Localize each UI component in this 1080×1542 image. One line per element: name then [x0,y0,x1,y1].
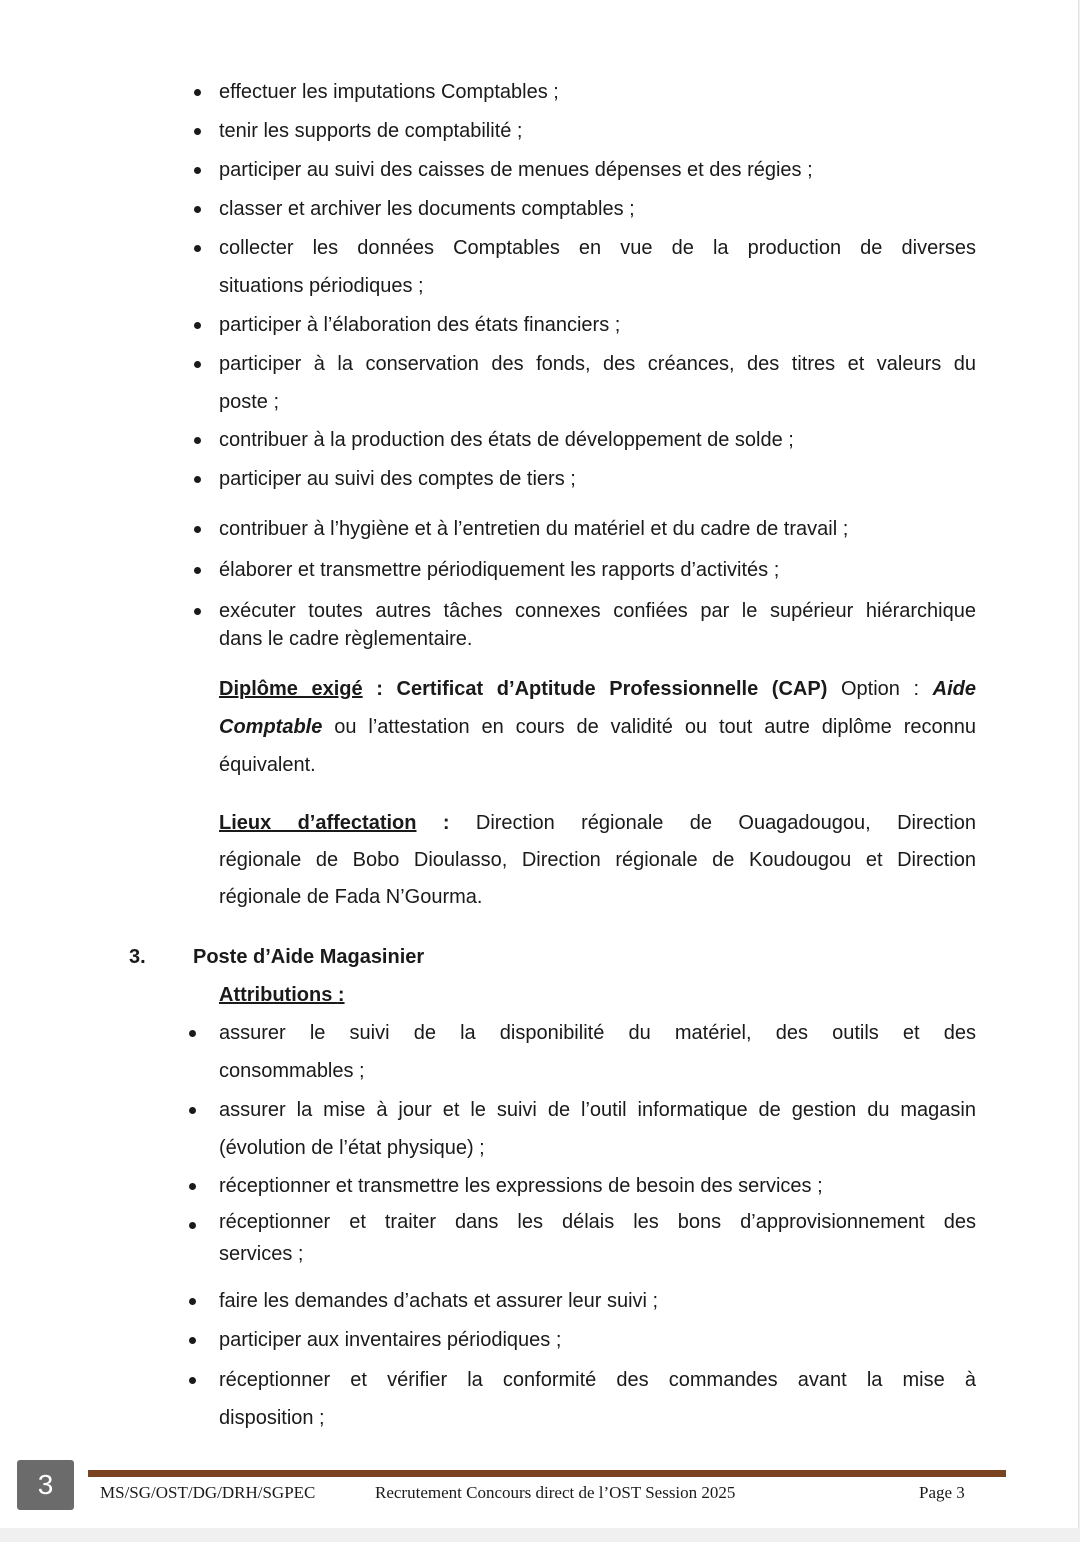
attributions-label: Attributions : [219,984,345,1006]
assignment-label: Lieux d’affectation [219,812,417,834]
assignment-locations: Lieux d’affectation : Direction régionale de Ouagadougou, Direction régionale de Bobo Dioulasso, Direction régionale de Koudougou et Direction régionale de Fada N’Gourma. [219,812,976,908]
list-item: participer au suivi des comptes de tiers ; [219,460,976,498]
footer-page-label: Page 3 [919,1483,965,1502]
list-item: assurer le suivi de la disponibilité du matériel, des outils et des consommables ; [219,1014,976,1090]
list-item: participer aux inventaires périodiques ; [219,1321,976,1359]
list-item: élaborer et transmettre périodiquement les rapports d’activités ; [219,551,976,589]
list-item: exécuter toutes autres tâches connexes confiées par le supérieur hiérarchique dans le cadre règlementaire. [219,597,976,653]
list-item: réceptionner et transmettre les expressions de besoin des services ; [219,1167,976,1205]
list-item: assurer la mise à jour et le suivi de l’outil informatique de gestion du magasin (évolution de l’état physique) ; [219,1091,976,1167]
footer-title: Recrutement Concours direct de l’OST Session 2025 [375,1483,736,1502]
diploma-title: Certificat d’Aptitude Professionnelle (CAP) [396,678,828,700]
list-item: participer à l’élaboration des états financiers ; [219,306,976,344]
footer-reference: MS/SG/OST/DG/DRH/SGPEC [100,1483,316,1502]
list-item: classer et archiver les documents comptables ; [219,190,976,228]
list-item: collecter les données Comptables en vue de la production de diverses situations périodiques ; [219,229,976,305]
list-item: tenir les supports de comptabilité ; [219,112,976,150]
list-item: participer à la conservation des fonds, des créances, des titres et valeurs du poste ; [219,345,976,421]
list-item: contribuer à la production des états de développement de solde ; [219,421,976,459]
footer-divider [88,1470,1006,1477]
list-item: participer au suivi des caisses de menues dépenses et des régies ; [219,151,976,189]
list-item: réceptionner et traiter dans les délais les bons d’approvisionnement des services ; [219,1206,976,1270]
list-item: faire les demandes d’achats et assurer leur suivi ; [219,1282,976,1320]
section-number: 3. [129,946,146,968]
page-number-badge: 3 [17,1460,74,1510]
list-item: effectuer les imputations Comptables ; [219,73,976,111]
list-item: contribuer à l’hygiène et à l’entretien du matériel et du cadre de travail ; [219,510,976,548]
section-title: Poste d’Aide Magasinier [193,946,425,968]
diploma-requirement: Diplôme exigé : Certificat d’Aptitude Professionnelle (CAP) Option : Aide Comptable ou l’attestation en cours de validité ou tout autre diplôme reconnu équivalent. [219,678,976,776]
list-item: réceptionner et vérifier la conformité des commandes avant la mise à disposition ; [219,1361,976,1437]
diploma-label: Diplôme exigé [219,678,363,700]
diploma-option: Aide [932,678,976,700]
